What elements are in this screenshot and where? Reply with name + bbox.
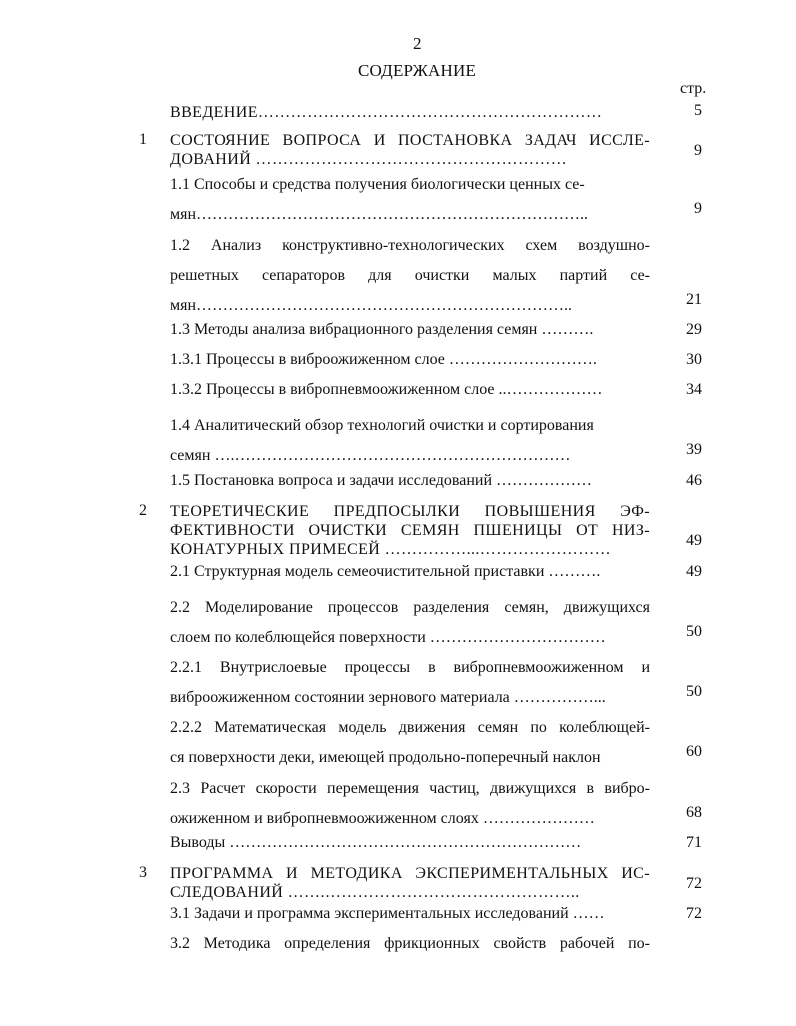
toc-page-ref: 68 (686, 804, 702, 821)
toc-entry-line: ФЕКТИВНОСТИ ОЧИСТКИ СЕМЯН ПШЕНИЦЫ ОТ НИЗ- (170, 522, 650, 539)
toc-entry-chapter-3 (170, 864, 650, 902)
toc-entry-1-3-1 (170, 351, 650, 369)
toc-entry-line: 1.2 Анализ конструктивно-технологических схем воздушно- (170, 237, 650, 254)
toc-page-ref: 9 (694, 142, 702, 159)
toc-page-ref: 34 (686, 381, 702, 398)
page-number: 2 (413, 34, 422, 53)
toc-page-ref: 72 (686, 875, 702, 892)
toc-entry-3-2 (170, 935, 650, 953)
toc-page-ref: 46 (686, 472, 702, 489)
toc-entry-line: семян ….……………………………………………………… (170, 447, 571, 464)
toc-page-ref: 21 (686, 291, 702, 308)
toc-entry-2-1 (170, 563, 650, 581)
toc-entry-line: 2.2.2 Математическая модель движения семян по колеблющей- (170, 719, 650, 736)
toc-page-ref: 50 (686, 683, 702, 700)
toc-page-ref: 39 (686, 441, 702, 458)
toc-entry-line: ДОВАНИЙ ………………………………………………… (170, 151, 568, 168)
toc-entry-line: СЛЕДОВАНИЙ …….……………………………………….. (170, 884, 580, 901)
toc-entry-line: 3.1 Задачи и программа экспериментальных исследований …… (170, 905, 605, 922)
toc-entry-line: мян……………………………………………………………….. (170, 206, 589, 223)
toc-page-ref: 71 (686, 834, 702, 851)
toc-entry-conclusions (170, 834, 650, 852)
toc-entry-2-2-1 (170, 653, 650, 713)
toc-entry-line: 2.3 Расчет скорости перемещения частиц, движущихся в вибро- (170, 780, 650, 797)
toc-entry-line: виброожиженном состоянии зернового материала ……………... (170, 689, 606, 706)
toc-page-ref: 30 (686, 351, 702, 368)
toc-entry-line: 1.5 Постановка вопроса и задачи исследований ……………… (170, 472, 593, 489)
toc-entry-2-2 (170, 593, 650, 653)
toc-entry-line: 1.1 Способы и средства получения биологически ценных се- (170, 176, 585, 193)
chapter-number: 2 (139, 502, 147, 519)
toc-entry-line: СОСТОЯНИЕ ВОПРОСА И ПОСТАНОВКА ЗАДАЧ ИССЛЕ- (170, 132, 650, 149)
toc-entry-1-4 (170, 411, 650, 471)
toc-entry-line: ВВЕДЕНИЕ……………………………………………………… (170, 104, 603, 121)
toc-entry-line: 2.2 Моделирование процессов разделения семян, движущихся (170, 599, 650, 616)
toc-entry-line: 1.3 Методы анализа вибрационного разделения семян ………. (170, 321, 594, 338)
chapter-number: 3 (139, 864, 147, 881)
toc-entry-chapter-2 (170, 502, 650, 559)
toc-entry-line: решетных сепараторов для очистки малых партий се- (170, 267, 650, 284)
toc-entry-1-1 (170, 170, 650, 230)
toc-entry-line: 2.2.1 Внутрислоевые процессы в вибропневмоожиженном и (170, 659, 650, 676)
toc-entry-1-3-2 (170, 381, 650, 399)
page-column-label: стр. (680, 80, 707, 97)
toc-entry-line: слоем по колеблющейся поверхности …………………………… (170, 629, 606, 646)
toc-entry-line: 1.4 Аналитический обзор технологий очистки и сортирования (170, 417, 594, 434)
toc-page-ref: 5 (694, 102, 702, 119)
toc-entry-line: ожиженном и вибропневмоожиженном слоях ………………… (170, 810, 595, 827)
toc-entry-line: 2.1 Структурная модель семеочистительной приставки ………. (170, 563, 601, 580)
toc-page-ref: 60 (686, 743, 702, 760)
toc-entry-1-3 (170, 321, 650, 339)
toc-entry-line: 1.3.2 Процессы в вибропневмоожиженном слое ..……………… (170, 381, 603, 398)
toc-entry-line: ПРОГРАММА И МЕТОДИКА ЭКСПЕРИМЕНТАЛЬНЫХ ИС- (170, 865, 650, 882)
toc-entry-chapter-1 (170, 131, 650, 169)
toc-entry-1-2 (170, 231, 650, 321)
toc-entry-line: ТЕОРЕТИЧЕСКИЕ ПРЕДПОСЫЛКИ ПОВЫШЕНИЯ ЭФ- (170, 503, 650, 520)
toc-entry-1-5 (170, 472, 650, 490)
toc-entry-line: Выводы ………………………………………………………… (170, 834, 582, 851)
page-title: СОДЕРЖАНИЕ (358, 61, 477, 80)
toc-entry-line: ся поверхности деки, имеющей продольно-поперечный наклон (170, 749, 601, 766)
toc-entry-line: КОНАТУРНЫХ ПРИМЕСЕЙ ……………...…………………… (170, 541, 612, 558)
toc-entry-introduction (170, 104, 650, 122)
toc-page-ref: 9 (694, 200, 702, 217)
toc-page-ref: 49 (686, 532, 702, 549)
toc-entry-3-1 (170, 905, 650, 923)
toc-page-ref: 29 (686, 321, 702, 338)
toc-page-ref: 50 (686, 623, 702, 640)
toc-entry-line: мян…………………………………………………………….. (170, 297, 573, 314)
toc-entry-2-2-2 (170, 713, 650, 773)
toc-entry-line: 3.2 Методика определения фрикционных свойств рабочей по- (170, 935, 650, 952)
toc-page-ref: 49 (686, 563, 702, 580)
toc-entry-line: 1.3.1 Процессы в виброожиженном слое ………………………. (170, 351, 597, 368)
chapter-number: 1 (139, 131, 147, 148)
toc-page-ref: 72 (686, 905, 702, 922)
toc-entry-2-3 (170, 774, 650, 834)
